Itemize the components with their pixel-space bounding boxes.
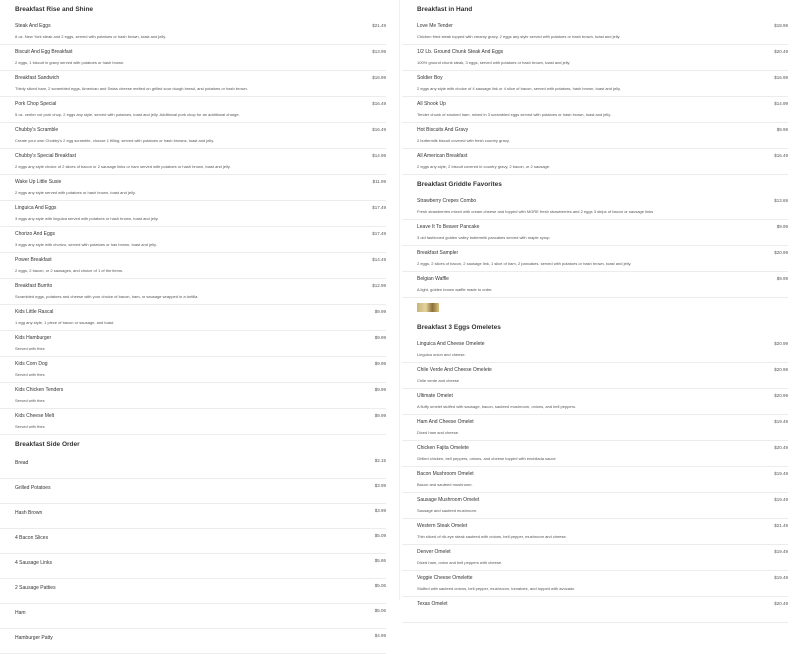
menu-item[interactable] bbox=[0, 357, 386, 383]
menu-item[interactable] bbox=[0, 383, 386, 409]
item-price: $16.49 bbox=[774, 153, 788, 158]
item-description: 2 eggs any style, 2 biscuit covered in country gravy, 2 bacon, or 2 sausage. bbox=[417, 164, 551, 169]
item-price: $20.99 bbox=[774, 341, 788, 346]
item-price: $13.99 bbox=[372, 49, 386, 54]
item-description: 2 eggs, 1 biscuit in gravy served with potatoes or hash brown. bbox=[15, 60, 125, 65]
menu-item[interactable] bbox=[402, 194, 788, 220]
item-price: $3.99 bbox=[374, 508, 386, 513]
item-name: Kids Corn Dog bbox=[15, 361, 48, 367]
item-price: $19.49 bbox=[774, 549, 788, 554]
item-price: $19.49 bbox=[774, 419, 788, 424]
item-price: $20.49 bbox=[774, 445, 788, 450]
item-name: Leave It To Beaver Pancake bbox=[417, 224, 480, 230]
menu-item[interactable] bbox=[402, 149, 788, 175]
item-price: $5.06 bbox=[374, 608, 386, 613]
item-name: Pork Chop Special bbox=[15, 101, 57, 107]
menu-item[interactable] bbox=[402, 545, 788, 571]
item-price: $20.49 bbox=[774, 49, 788, 54]
item-name: Biscuit And Egg Breakfast bbox=[15, 49, 73, 55]
item-name: Ultimate Omelet bbox=[417, 393, 453, 399]
item-name: Chubby's Scramble bbox=[15, 127, 59, 133]
menu-item[interactable] bbox=[402, 97, 788, 123]
item-name: Hamburger Patty bbox=[15, 635, 53, 641]
item-description: A light, golden brown waffle made to order. bbox=[417, 287, 493, 292]
item-price: $14.99 bbox=[774, 101, 788, 106]
menu-item[interactable] bbox=[0, 331, 386, 357]
item-name: Hot Biscuits And Gravy bbox=[417, 127, 469, 133]
item-name: Ham And Cheese Omelet bbox=[417, 419, 474, 425]
item-price: $5.09 bbox=[374, 533, 386, 538]
item-name: Ham bbox=[15, 610, 26, 616]
item-description: 2 eggs, 2 slices of bacon, 2 sausage link, 1 slice of ham, 2 pancakes. served with potatoes or hash brown, toast and jelly. bbox=[417, 261, 632, 266]
item-price: $9.99 bbox=[374, 361, 386, 366]
item-description: Linguica onion and cheese. bbox=[417, 352, 466, 357]
item-price: $19.49 bbox=[774, 497, 788, 502]
item-name: Texas Omelet bbox=[417, 601, 448, 607]
menu-item[interactable] bbox=[0, 201, 386, 227]
item-description: 2 eggs, 2 bacon, or 2 sausages, and choice of 1 of the items. bbox=[15, 268, 124, 273]
item-name: Breakfast Sampler bbox=[417, 250, 459, 256]
item-description: Stuffed with sauteed onions, bell pepper, mushroom, tomatoes, and topped with avocado bbox=[417, 586, 575, 591]
menu-column-left bbox=[0, 0, 398, 654]
item-price: $14.49 bbox=[372, 257, 386, 262]
item-description: Served with fries bbox=[15, 398, 45, 403]
item-name: 2 Sausage Patties bbox=[15, 585, 56, 591]
menu-item[interactable] bbox=[402, 597, 788, 623]
item-price: $20.99 bbox=[774, 367, 788, 372]
menu-item[interactable] bbox=[0, 71, 386, 97]
item-name: Strawberry Crepes Combo bbox=[417, 198, 477, 204]
item-description: Create your own Chubby's 2 egg scramble, choose 1 filling, served with potatoes or hash browns, toast and jelly. bbox=[15, 138, 215, 143]
item-description: Chicken fried steak topped with creamy gravy, 2 eggs any style served with potatoes or hash brown, toast and jelly. bbox=[417, 34, 621, 39]
item-description: Thin sliced of rib-eye steak sauteed with onions, bell pepper, mushroom and cheese. bbox=[417, 534, 567, 539]
menu-item[interactable] bbox=[0, 629, 386, 654]
item-name: Chile Verde And Cheese Omelete bbox=[417, 367, 492, 373]
item-price: $9.99 bbox=[776, 276, 788, 281]
item-description: A fluffy omelet stuffed with sausage, bacon, sauteed mushroom, onions, and bell peppers. bbox=[417, 404, 577, 409]
menu-item[interactable] bbox=[402, 493, 788, 519]
menu-item[interactable] bbox=[402, 363, 788, 389]
item-name: Kids Hamburger bbox=[15, 335, 52, 341]
item-price: $5.86 bbox=[374, 558, 386, 563]
menu-item[interactable] bbox=[0, 409, 386, 435]
item-price: $20.49 bbox=[774, 601, 788, 606]
menu-item[interactable] bbox=[0, 554, 386, 579]
item-name: Veggie Cheese Omelette bbox=[417, 575, 473, 581]
menu-item[interactable] bbox=[402, 415, 788, 441]
item-description: 3 old fashioned golden valley buttermilk pancakes served with maple syrup. bbox=[417, 235, 551, 240]
item-description: 1 egg any style, 1 piece of bacon or sausage, and toast. bbox=[15, 320, 115, 325]
menu-item[interactable] bbox=[0, 123, 386, 149]
menu-item[interactable] bbox=[0, 454, 386, 479]
item-name: All Shook Up bbox=[417, 101, 446, 107]
menu-item[interactable] bbox=[0, 253, 386, 279]
item-description: Bacon and sauteed mushroom. bbox=[417, 482, 473, 487]
section-title: Breakfast in Hand bbox=[417, 6, 473, 13]
menu-item[interactable] bbox=[0, 279, 386, 305]
menu-item[interactable] bbox=[0, 504, 386, 529]
item-description: Thinly sliced ham, 2 scrambled eggs, American and Swiss cheese melted on grilled sour dough bread, and potatoes or hash brown. bbox=[15, 86, 248, 91]
item-price: $19.49 bbox=[774, 575, 788, 580]
item-name: Kids Chicken Tenders bbox=[15, 387, 64, 393]
item-price: $9.99 bbox=[374, 387, 386, 392]
menu-item[interactable] bbox=[402, 123, 788, 149]
item-price: $17.49 bbox=[372, 205, 386, 210]
menu-item[interactable] bbox=[402, 220, 788, 246]
item-price: $3.99 bbox=[374, 483, 386, 488]
menu-item[interactable] bbox=[0, 529, 386, 554]
item-description: 5 oz. center cut pork chop, 2 eggs any style, served with potatoes, toast and jelly. Additional pork chop for an additional charge. bbox=[15, 112, 240, 117]
item-description: 3 eggs any style with linguica served with potatoes or hash brown, toast and jelly. bbox=[15, 216, 159, 221]
menu-item[interactable] bbox=[402, 467, 788, 493]
item-name: Grilled Potatoes bbox=[15, 485, 51, 491]
menu-item[interactable] bbox=[0, 579, 386, 604]
item-price: $18.99 bbox=[774, 23, 788, 28]
menu-item[interactable] bbox=[402, 519, 788, 545]
item-name: Bread bbox=[15, 460, 29, 466]
item-price: $19.49 bbox=[774, 471, 788, 476]
item-name: Bacon Mushroom Omelet bbox=[417, 471, 474, 477]
column-divider bbox=[399, 0, 400, 600]
menu-item[interactable] bbox=[402, 389, 788, 415]
menu-item[interactable] bbox=[402, 246, 788, 272]
item-description: Scrambled eggs, potatoes and cheese with your choice of bacon, ham, or sausage wrapped in a tortilla. bbox=[15, 294, 199, 299]
item-description: Diced ham, onion and bell peppers with cheese. bbox=[417, 560, 503, 565]
item-description: Sausage and sauteed mushroom. bbox=[417, 508, 478, 513]
item-description: Served with fries bbox=[15, 346, 45, 351]
item-price: $21.49 bbox=[372, 23, 386, 28]
item-description: Served with fries bbox=[15, 372, 45, 377]
item-price: $20.99 bbox=[774, 393, 788, 398]
item-name: Sausage Mushroom Omelet bbox=[417, 497, 480, 503]
menu-item[interactable] bbox=[402, 441, 788, 467]
item-name: Linguica And Cheese Omelete bbox=[417, 341, 485, 347]
item-description: 100% ground chunk steak, 3 eggs, served with potatoes or hash brown, toast and jelly bbox=[417, 60, 570, 65]
menu-item[interactable] bbox=[402, 337, 788, 363]
item-price: $4.99 bbox=[374, 633, 386, 638]
item-price: $2.15 bbox=[374, 458, 386, 463]
item-name: Soldier Boy bbox=[417, 75, 443, 81]
item-description: 2 eggs any style with choice of 4 sausage link or 4 slice of bacon, served with potatoes, hash brown, toast and jelly. bbox=[417, 86, 621, 91]
menu-item[interactable] bbox=[0, 227, 386, 253]
section-title: Breakfast Griddle Favorites bbox=[417, 181, 502, 188]
menu-item[interactable] bbox=[402, 19, 788, 45]
item-name: Breakfast Burrito bbox=[15, 283, 53, 289]
menu-item[interactable] bbox=[0, 97, 386, 123]
item-name: Chorizo And Eggs bbox=[15, 231, 56, 237]
item-name: Chicken Fajita Omelete bbox=[417, 445, 469, 451]
item-name: Kids Cheese Melt bbox=[15, 413, 55, 419]
item-name: Denver Omelet bbox=[417, 549, 451, 555]
item-price: $17.49 bbox=[372, 231, 386, 236]
item-description: 2 eggs any style choice of 2 slices of bacon or 2 sausage links or ham served with potatoes or hash brown, toast and jelly. bbox=[15, 164, 231, 169]
menu-item[interactable] bbox=[0, 604, 386, 629]
menu-item[interactable] bbox=[0, 149, 386, 175]
item-description: Fresh strawberries mixed with cream cheese and topped with MORE fresh strawberries and 2 eggs 3 strips of bacon or sausage links bbox=[417, 209, 654, 214]
item-price: $13.69 bbox=[774, 198, 788, 203]
menu-item[interactable] bbox=[402, 272, 788, 298]
menu-column-right bbox=[402, 0, 800, 623]
item-price: $9.99 bbox=[374, 413, 386, 418]
item-description: 2 buttermilk biscuit covered with fresh country gravy. bbox=[417, 138, 510, 143]
menu-item[interactable] bbox=[402, 571, 788, 597]
item-price: $16.99 bbox=[372, 75, 386, 80]
section-title: Breakfast Rise and Shine bbox=[15, 6, 94, 13]
menu-item[interactable] bbox=[0, 175, 386, 201]
food-photo-thumbnail[interactable] bbox=[417, 303, 439, 312]
item-name: Kids Little Rascal bbox=[15, 309, 54, 315]
section-title: Breakfast Side Order bbox=[15, 441, 80, 448]
item-name: Breakfast Sandwich bbox=[15, 75, 60, 81]
item-description: Served with fries bbox=[15, 424, 45, 429]
item-name: Hash Brown bbox=[15, 510, 43, 516]
item-name: 4 Bacon Slices bbox=[15, 535, 49, 541]
item-description: Diced ham and cheese. bbox=[417, 430, 460, 435]
item-name: Western Steak Omelet bbox=[417, 523, 468, 529]
item-price: $5.06 bbox=[374, 583, 386, 588]
item-description: Chile verde and cheese bbox=[417, 378, 460, 383]
item-name: Linguica And Eggs bbox=[15, 205, 57, 211]
item-description: Grilled chicken, bell peppers, onions, and cheese topped with enchilada sauce bbox=[417, 456, 556, 461]
item-price: $12.99 bbox=[372, 283, 386, 288]
item-description: 3 eggs any style with chorizo, served with potatoes or has brown, toast and jelly. bbox=[15, 242, 157, 247]
item-price: $21.49 bbox=[774, 523, 788, 528]
item-name: Love Me Tender bbox=[417, 23, 453, 29]
item-description: 2 eggs any style served with potatoes or hash brown, toast and jelly. bbox=[15, 190, 136, 195]
item-name: Steak And Eggs bbox=[15, 23, 51, 29]
menu-item[interactable] bbox=[0, 45, 386, 71]
item-description: 8 oz. New York steak and 2 eggs, served with potatoes or hash brown, toast and jelly. bbox=[15, 34, 167, 39]
item-name: All American Breakfast bbox=[417, 153, 468, 159]
item-price: $16.49 bbox=[372, 127, 386, 132]
item-description: Tender chunk of smoked ham, mixed in 3 scrambled eggs served with potatoes or hash brown, toast and jelly. bbox=[417, 112, 612, 117]
item-name: Belgian Waffle bbox=[417, 276, 449, 282]
item-price: $11.99 bbox=[372, 179, 386, 184]
menu-item[interactable] bbox=[0, 479, 386, 504]
item-price: $16.49 bbox=[372, 101, 386, 106]
item-name: Power Breakfast bbox=[15, 257, 52, 263]
section-title: Breakfast 3 Eggs Omeletes bbox=[417, 324, 501, 331]
item-name: 1/2 Lb. Ground Chunk Steak And Eggs bbox=[417, 49, 504, 55]
item-name: Chubby's Special Breakfast bbox=[15, 153, 76, 159]
item-price: $9.99 bbox=[374, 309, 386, 314]
menu-item[interactable] bbox=[402, 45, 788, 71]
item-price: $9.99 bbox=[374, 335, 386, 340]
item-price: $9.99 bbox=[776, 127, 788, 132]
item-name: Wake Up Little Susie bbox=[15, 179, 62, 185]
item-price: $9.99 bbox=[776, 224, 788, 229]
item-price: $16.99 bbox=[774, 75, 788, 80]
menu-item[interactable] bbox=[0, 305, 386, 331]
menu-item[interactable] bbox=[0, 19, 386, 45]
item-name: 4 Sausage Links bbox=[15, 560, 52, 566]
item-price: $14.99 bbox=[372, 153, 386, 158]
item-price: $20.99 bbox=[774, 250, 788, 255]
menu-item-image-row[interactable] bbox=[402, 298, 788, 318]
menu-item[interactable] bbox=[402, 71, 788, 97]
